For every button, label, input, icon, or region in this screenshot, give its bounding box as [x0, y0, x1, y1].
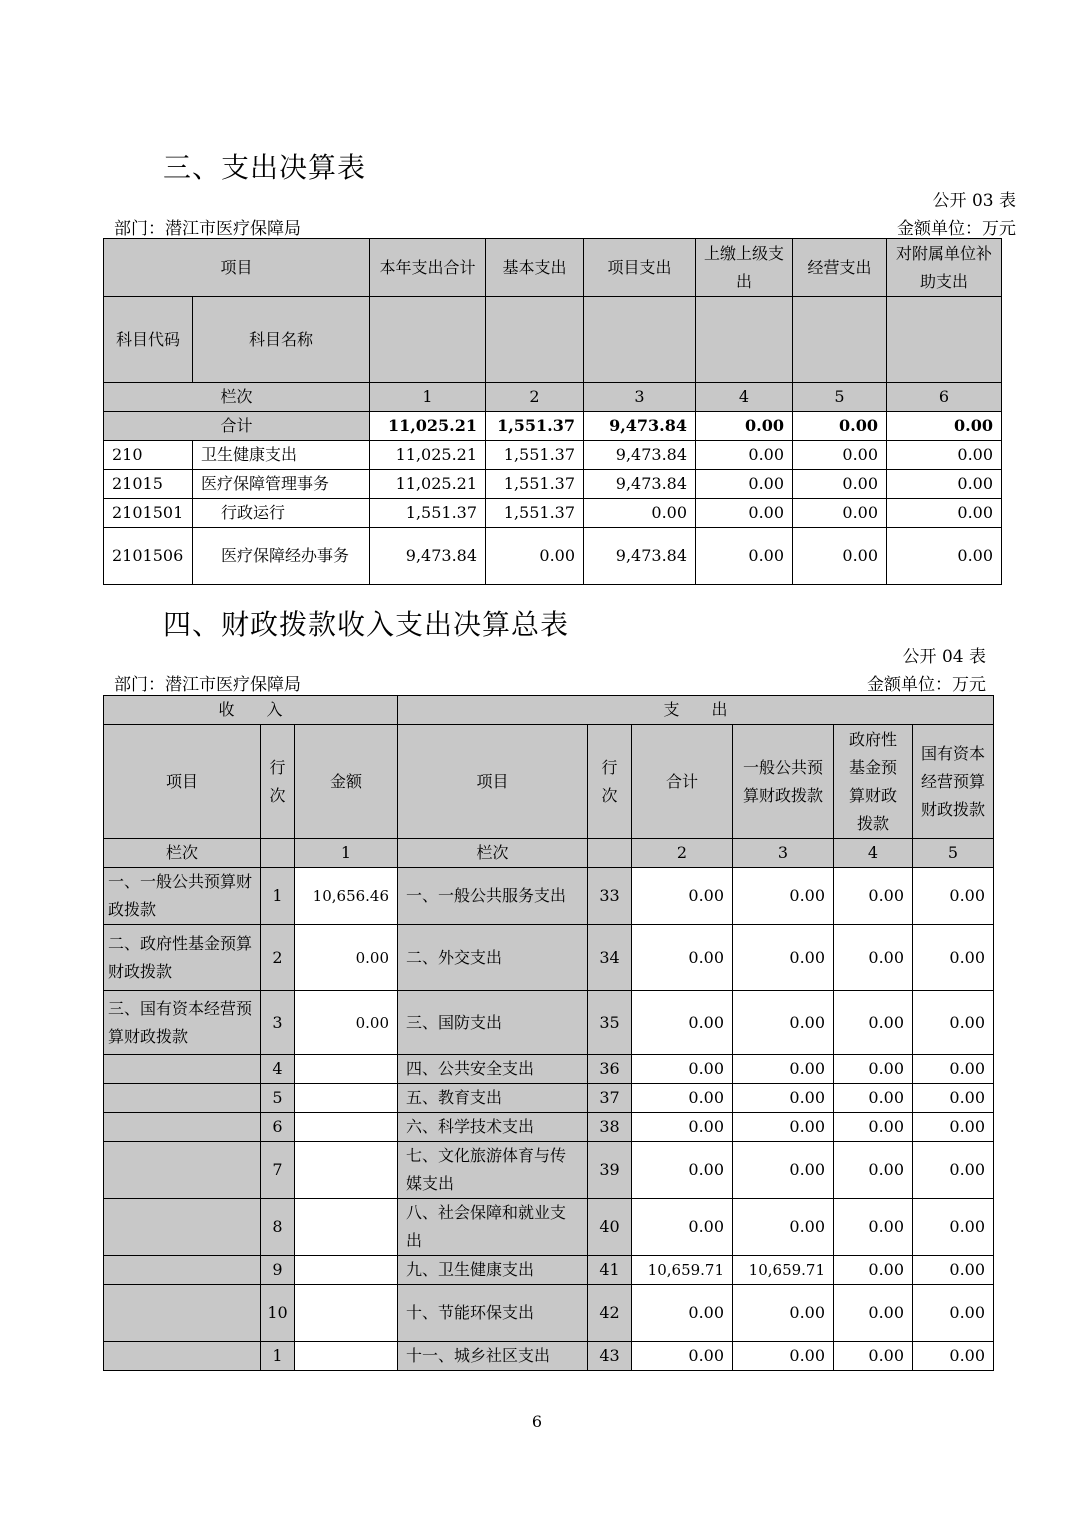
inc-amount: 0.00 — [295, 991, 398, 1055]
exp-value: 0.00 — [733, 991, 834, 1055]
row-value: 1,551.37 — [486, 441, 584, 470]
section3-dept: 部门：潜江市医疗保障局 — [114, 219, 301, 239]
row-value: 0.00 — [486, 528, 584, 585]
inc-item — [104, 1256, 261, 1285]
row-value: 1,551.37 — [486, 470, 584, 499]
inc-row-no: 6 — [261, 1113, 295, 1142]
exp-value: 0.00 — [834, 925, 913, 991]
exp-value: 0.00 — [733, 868, 834, 925]
exp-row-no: 36 — [588, 1055, 632, 1084]
expenditure-table — [103, 238, 1002, 585]
table-row — [104, 1142, 994, 1199]
exp-row-no: 38 — [588, 1113, 632, 1142]
section4-form-no: 公开 04 表 — [902, 647, 986, 667]
exp-row-no: 35 — [588, 991, 632, 1055]
exp-value: 0.00 — [913, 1256, 994, 1285]
exp-value: 0.00 — [733, 1142, 834, 1199]
sum-value: 0.00 — [696, 412, 793, 441]
sum-row — [104, 412, 1002, 441]
header-code: 科目代码 — [104, 297, 193, 383]
col-num: 5 — [913, 839, 994, 868]
exp-row-no: 43 — [588, 1342, 632, 1371]
row-value: 9,473.84 — [584, 470, 696, 499]
exp-value: 0.00 — [733, 1342, 834, 1371]
col-num: 6 — [887, 383, 1002, 412]
inc-row-no: 10 — [261, 1285, 295, 1342]
row-value: 0.00 — [696, 499, 793, 528]
exp-value: 0.00 — [632, 1113, 733, 1142]
exp-value: 0.00 — [733, 1084, 834, 1113]
row-value: 9,473.84 — [370, 528, 486, 585]
row-value: 0.00 — [584, 499, 696, 528]
exp-item: 四、公共安全支出 — [398, 1055, 588, 1084]
header-income: 收 入 — [104, 696, 398, 725]
inc-item — [104, 1113, 261, 1142]
row-value: 0.00 — [793, 470, 887, 499]
row-value: 0.00 — [887, 441, 1002, 470]
header-upper: 上缴上级支出 — [696, 239, 793, 297]
exp-value: 0.00 — [913, 1055, 994, 1084]
row-code: 2101506 — [104, 528, 193, 585]
row-value: 0.00 — [887, 470, 1002, 499]
header-blank — [793, 297, 887, 383]
sum-value: 11,025.21 — [370, 412, 486, 441]
table-row — [104, 1055, 994, 1084]
exp-value: 0.00 — [632, 1142, 733, 1199]
exp-item: 六、科学技术支出 — [398, 1113, 588, 1142]
row-value: 0.00 — [887, 528, 1002, 585]
row-value: 9,473.84 — [584, 528, 696, 585]
inc-amount — [295, 1342, 398, 1371]
table-row — [104, 868, 994, 925]
inc-amount — [295, 1285, 398, 1342]
exp-value: 0.00 — [632, 868, 733, 925]
exp-item: 十、节能环保支出 — [398, 1285, 588, 1342]
header-item: 项目 — [104, 239, 370, 297]
exp-value: 0.00 — [632, 1285, 733, 1342]
exp-value: 0.00 — [733, 1055, 834, 1084]
exp-row-no: 42 — [588, 1285, 632, 1342]
header-project: 项目支出 — [584, 239, 696, 297]
exp-value: 0.00 — [632, 991, 733, 1055]
inc-item — [104, 1055, 261, 1084]
inc-item — [104, 1142, 261, 1199]
exp-value: 10,659.71 — [632, 1256, 733, 1285]
table-row — [104, 991, 994, 1055]
header-blank — [696, 297, 793, 383]
exp-value: 0.00 — [913, 1084, 994, 1113]
row-code: 21015 — [104, 470, 193, 499]
col-num: 3 — [584, 383, 696, 412]
col-num: 3 — [733, 839, 834, 868]
col-num: 4 — [696, 383, 793, 412]
header-total: 合计 — [632, 725, 733, 839]
row-name: 医疗保障管理事务 — [193, 470, 370, 499]
inc-item: 二、政府性基金预算财政拨款 — [104, 925, 261, 991]
exp-row-no: 39 — [588, 1142, 632, 1199]
exp-value: 0.00 — [834, 1285, 913, 1342]
inc-amount — [295, 1142, 398, 1199]
col-num: 1 — [370, 383, 486, 412]
header-blank — [486, 297, 584, 383]
row-name: 卫生健康支出 — [193, 441, 370, 470]
exp-row-no: 40 — [588, 1199, 632, 1256]
exp-value: 0.00 — [913, 1342, 994, 1371]
header-name: 科目名称 — [193, 297, 370, 383]
col-label: 栏次 — [104, 839, 261, 868]
section3-unit: 金额单位：万元 — [897, 219, 1016, 239]
inc-item — [104, 1084, 261, 1113]
col-label: 栏次 — [104, 383, 370, 412]
header-amount: 金额 — [295, 725, 398, 839]
section4-dept: 部门：潜江市医疗保障局 — [114, 675, 301, 695]
header-basic: 基本支出 — [486, 239, 584, 297]
exp-value: 0.00 — [834, 1113, 913, 1142]
row-name: 医疗保障经办事务 — [193, 528, 370, 585]
table-row — [104, 528, 1002, 585]
fiscal-summary-table — [103, 695, 994, 1371]
row-value: 1,551.37 — [370, 499, 486, 528]
inc-item — [104, 1342, 261, 1371]
header-total: 本年支出合计 — [370, 239, 486, 297]
header-subsidy: 对附属单位补助支出 — [887, 239, 1002, 297]
exp-value: 0.00 — [834, 991, 913, 1055]
exp-value: 0.00 — [733, 1113, 834, 1142]
inc-item: 三、国有资本经营预算财政拨款 — [104, 991, 261, 1055]
inc-amount — [295, 1055, 398, 1084]
row-value: 0.00 — [696, 528, 793, 585]
exp-row-no: 34 — [588, 925, 632, 991]
inc-amount — [295, 1199, 398, 1256]
exp-item: 九、卫生健康支出 — [398, 1256, 588, 1285]
row-value: 0.00 — [793, 441, 887, 470]
inc-row-no: 5 — [261, 1084, 295, 1113]
exp-value: 0.00 — [632, 925, 733, 991]
inc-row-no: 1 — [261, 868, 295, 925]
row-value: 11,025.21 — [370, 470, 486, 499]
section4-unit: 金额单位：万元 — [867, 675, 986, 695]
exp-item: 五、教育支出 — [398, 1084, 588, 1113]
row-value: 0.00 — [696, 470, 793, 499]
header-exp-row-no: 行次 — [588, 725, 632, 839]
exp-item: 十一、城乡社区支出 — [398, 1342, 588, 1371]
exp-value: 0.00 — [834, 1084, 913, 1113]
table-row — [104, 1113, 994, 1142]
exp-item: 八、社会保障和就业支出 — [398, 1199, 588, 1256]
header-blank — [584, 297, 696, 383]
exp-item: 二、外交支出 — [398, 925, 588, 991]
row-value: 0.00 — [793, 528, 887, 585]
header-state: 国有资本经营预算财政拨款 — [913, 725, 994, 839]
row-value: 11,025.21 — [370, 441, 486, 470]
header-exp-item: 项目 — [398, 725, 588, 839]
row-value: 0.00 — [793, 499, 887, 528]
row-code: 210 — [104, 441, 193, 470]
exp-row-no: 33 — [588, 868, 632, 925]
exp-value: 0.00 — [632, 1055, 733, 1084]
header-inc-item: 项目 — [104, 725, 261, 839]
exp-value: 10,659.71 — [733, 1256, 834, 1285]
row-value: 0.00 — [696, 441, 793, 470]
header-blank — [887, 297, 1002, 383]
exp-value: 0.00 — [834, 1142, 913, 1199]
header-inc-row-no: 行次 — [261, 725, 295, 839]
exp-value: 0.00 — [913, 925, 994, 991]
inc-row-no: 8 — [261, 1199, 295, 1256]
header-general: 一般公共预算财政拨款 — [733, 725, 834, 839]
header-expense: 支 出 — [398, 696, 994, 725]
inc-row-no: 3 — [261, 991, 295, 1055]
sum-value: 1,551.37 — [486, 412, 584, 441]
exp-value: 0.00 — [913, 1199, 994, 1256]
table-row — [104, 1285, 994, 1342]
inc-item — [104, 1199, 261, 1256]
col-label: 栏次 — [398, 839, 588, 868]
row-value: 0.00 — [887, 499, 1002, 528]
table-row — [104, 1084, 994, 1113]
inc-row-no: 4 — [261, 1055, 295, 1084]
sum-value: 9,473.84 — [584, 412, 696, 441]
row-name: 行政运行 — [193, 499, 370, 528]
table-row — [104, 1199, 994, 1256]
sum-value: 0.00 — [887, 412, 1002, 441]
inc-amount: 0.00 — [295, 925, 398, 991]
sum-label: 合计 — [104, 412, 370, 441]
exp-value: 0.00 — [733, 1199, 834, 1256]
inc-amount — [295, 1256, 398, 1285]
exp-value: 0.00 — [913, 1142, 994, 1199]
table-row — [104, 1342, 994, 1371]
header-blank — [370, 297, 486, 383]
exp-value: 0.00 — [913, 1113, 994, 1142]
inc-amount — [295, 1084, 398, 1113]
exp-value: 0.00 — [913, 868, 994, 925]
table-row — [104, 1256, 994, 1285]
col-num: 4 — [834, 839, 913, 868]
table-row — [104, 925, 994, 991]
exp-value: 0.00 — [632, 1084, 733, 1113]
col-num: 2 — [486, 383, 584, 412]
table-row — [104, 470, 1002, 499]
exp-value: 0.00 — [913, 1285, 994, 1342]
table-row — [104, 499, 1002, 528]
col-blank — [588, 839, 632, 868]
exp-row-no: 37 — [588, 1084, 632, 1113]
exp-item: 七、文化旅游体育与传媒支出 — [398, 1142, 588, 1199]
section3-title: 三、支出决算表 — [163, 151, 367, 184]
exp-row-no: 41 — [588, 1256, 632, 1285]
col-blank — [261, 839, 295, 868]
section4-title: 四、财政拨款收入支出决算总表 — [163, 608, 570, 641]
exp-value: 0.00 — [834, 868, 913, 925]
row-value: 9,473.84 — [584, 441, 696, 470]
exp-value: 0.00 — [834, 1256, 913, 1285]
table-row — [104, 441, 1002, 470]
header-fund: 政府性基金预算财政拨款 — [834, 725, 913, 839]
exp-value: 0.00 — [834, 1342, 913, 1371]
section3-form-no: 公开 03 表 — [932, 191, 1016, 211]
col-num: 2 — [632, 839, 733, 868]
inc-item: 一、一般公共预算财政拨款 — [104, 868, 261, 925]
row-code: 2101501 — [104, 499, 193, 528]
exp-value: 0.00 — [913, 991, 994, 1055]
exp-value: 0.00 — [632, 1342, 733, 1371]
exp-value: 0.00 — [834, 1055, 913, 1084]
exp-item: 三、国防支出 — [398, 991, 588, 1055]
inc-amount: 10,656.46 — [295, 868, 398, 925]
header-business: 经营支出 — [793, 239, 887, 297]
inc-amount — [295, 1113, 398, 1142]
inc-row-no: 1 — [261, 1342, 295, 1371]
exp-value: 0.00 — [834, 1199, 913, 1256]
exp-value: 0.00 — [733, 925, 834, 991]
row-value: 1,551.37 — [486, 499, 584, 528]
inc-row-no: 9 — [261, 1256, 295, 1285]
inc-row-no: 2 — [261, 925, 295, 991]
exp-value: 0.00 — [632, 1199, 733, 1256]
col-num: 5 — [793, 383, 887, 412]
page-number: 6 — [531, 1412, 543, 1431]
exp-item: 一、一般公共服务支出 — [398, 868, 588, 925]
inc-row-no: 7 — [261, 1142, 295, 1199]
inc-item — [104, 1285, 261, 1342]
exp-value: 0.00 — [733, 1285, 834, 1342]
col-num: 1 — [295, 839, 398, 868]
sum-value: 0.00 — [793, 412, 887, 441]
